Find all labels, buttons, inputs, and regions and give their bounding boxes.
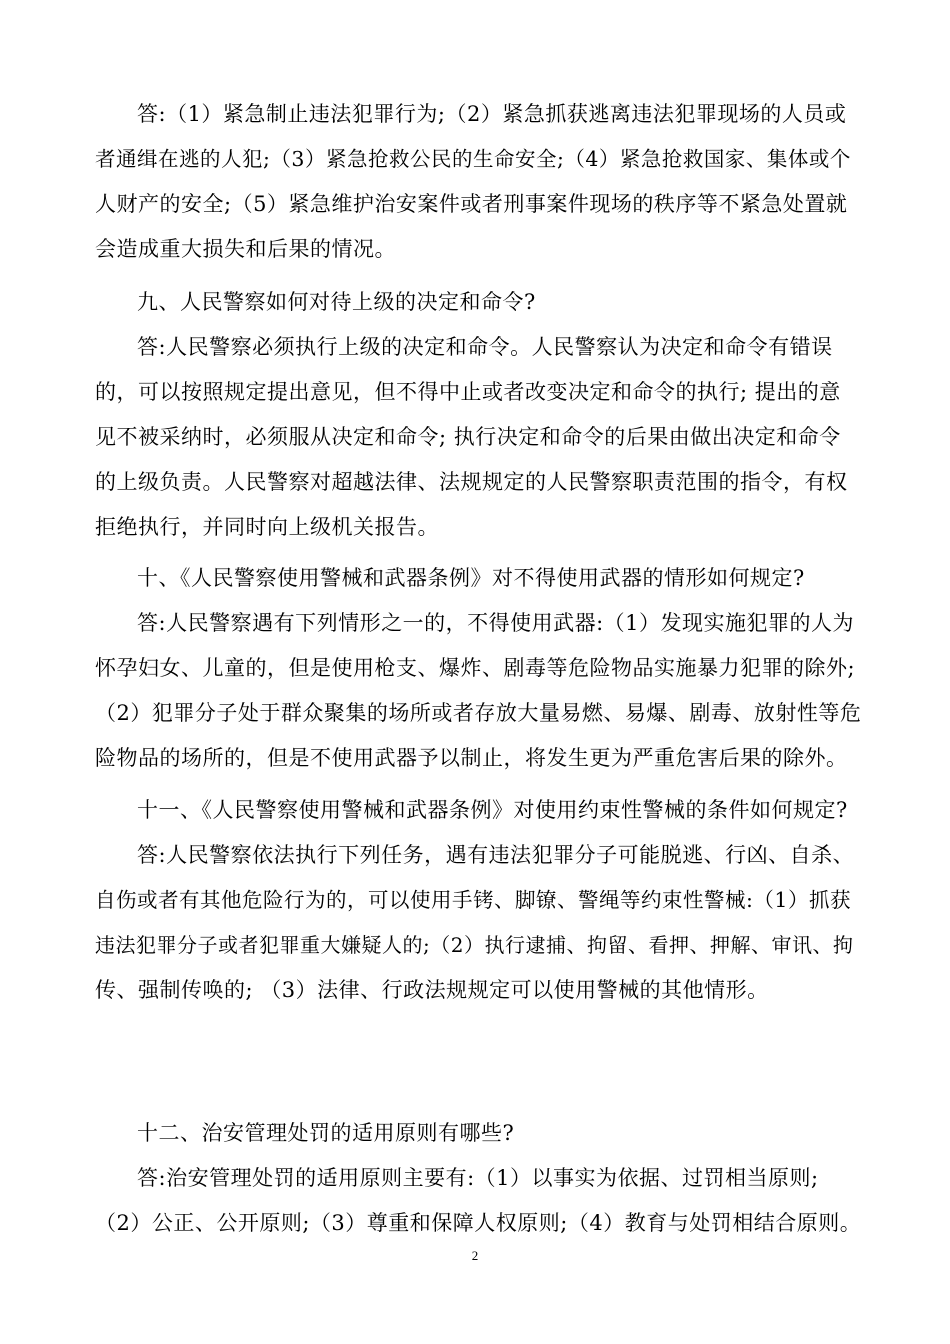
paragraph-line: 传、强制传唤的; （3）法律、行政法规规定可以使用警械的其他情形。 <box>95 978 769 1002</box>
question-heading: 十、《人民警察使用警械和武器条例》对不得使用武器的情形如何规定? <box>137 566 805 590</box>
paragraph-line: 答:人民警察必须执行上级的决定和命令。人民警察认为决定和命令有错误 <box>137 335 833 359</box>
paragraph-line: 答:（1）紧急制止违法犯罪行为;（2）紧急抓获逃离违法犯罪现场的人员或 <box>137 102 847 126</box>
page-number: 2 <box>471 1248 479 1263</box>
paragraph-line: 的，可以按照规定提出意见，但不得中止或者改变决定和命令的执行; 提出的意 <box>95 380 841 404</box>
paragraph-line: 自伤或者有其他危险行为的，可以使用手铐、脚镣、警绳等约束性警械:（1）抓获 <box>95 888 851 912</box>
paragraph-line: 答:人民警察遇有下列情形之一的，不得使用武器:（1）发现实施犯罪的人为 <box>137 611 855 635</box>
paragraph-line: 的上级负责。人民警察对超越法律、法规规定的人民警察职责范围的指令，有权 <box>95 470 848 494</box>
question-heading: 九、人民警察如何对待上级的决定和命令? <box>137 290 536 314</box>
question-heading: 十二、治安管理处罚的适用原则有哪些? <box>137 1121 515 1145</box>
question-heading: 十一、《人民警察使用警械和武器条例》对使用约束性警械的条件如何规定? <box>137 798 848 822</box>
paragraph-line: 怀孕妇女、儿童的，但是使用枪支、爆炸、剧毒等危险物品实施暴力犯罪的除外; <box>95 656 856 680</box>
paragraph-line: 答:人民警察依法执行下列任务，遇有违法犯罪分子可能脱逃、行凶、自杀、 <box>137 843 855 867</box>
paragraph-line: 险物品的场所的，但是不使用武器予以制止，将发生更为严重危害后果的除外。 <box>95 746 848 770</box>
paragraph-line: 者通缉在逃的人犯;（3）紧急抢救公民的生命安全;（4）紧急抢救国家、集体或个 <box>95 147 851 171</box>
paragraph-line: 拒绝执行，并同时向上级机关报告。 <box>95 515 439 539</box>
paragraph-line: 会造成重大损失和后果的情况。 <box>95 237 396 261</box>
paragraph-line: 答:治安管理处罚的适用原则主要有:（1）以事实为依据、过罚相当原则; <box>137 1166 819 1190</box>
paragraph-line: （2）犯罪分子处于群众聚集的场所或者存放大量易燃、易爆、剧毒、放射性等危 <box>95 701 862 725</box>
paragraph-line: （2）公正、公开原则;（3）尊重和保障人权原则;（4）教育与处罚相结合原则。 <box>95 1211 862 1235</box>
paragraph-line: 见不被采纳时，必须服从决定和命令; 执行决定和命令的后果由做出决定和命令 <box>95 425 841 449</box>
paragraph-line: 违法犯罪分子或者犯罪重大嫌疑人的;（2）执行逮捕、拘留、看押、押解、审讯、拘 <box>95 933 854 957</box>
paragraph-line: 人财产的安全;（5）紧急维护治安案件或者刑事案件现场的秩序等不紧急处置就 <box>95 192 848 216</box>
